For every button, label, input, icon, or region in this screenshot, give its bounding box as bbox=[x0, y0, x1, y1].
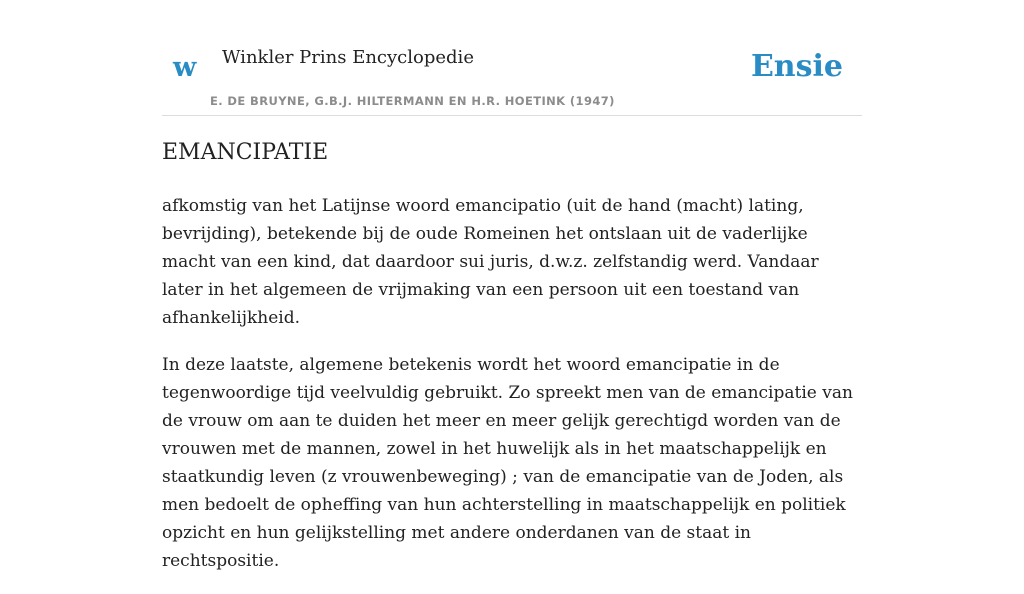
source-authors: E. DE BRUYNE, G.B.J. HILTERMANN EN H.R. HOETINK (1947) bbox=[210, 94, 615, 108]
ensie-logo[interactable]: Ensie bbox=[750, 49, 843, 84]
entry-paragraph: afkomstig van het Latijnse woord emancipatio (uit de hand (macht) lating, bevrijding), betekende bij de oude Romeinen het ontslaan uit de vaderlijke macht van een kind, dat daardoor sui juris, d.w.z. zelfstandig werd. Vandaar later in het algemeen de vrijmaking van een persoon uit een toestand van afhankelijkheid. bbox=[162, 196, 819, 328]
entry-paragraph: In deze laatste, algemene betekenis wordt het woord emancipatie in de tegenwoordige tijd veelvuldig gebruikt. Zo spreekt men van de emancipatie van de vrouw om aan te duiden het meer en meer gelijk gerechtigd worden van de vrouwen met de mannen, zowel in het huwelijk als in het maatschappelijk en staatkundig leven (z vrouwenbeweging) ; van de emancipatie van de Joden, als men bedoelt de opheffing van hun achterstelling in maatschappelijk en politiek opzicht en hun gelijkstelling met andere onderdanen van de staat in rechtspositie. bbox=[162, 355, 853, 571]
source-title-link[interactable]: Winkler Prins Encyclopedie bbox=[222, 47, 474, 68]
source-logo[interactable]: w bbox=[173, 52, 197, 83]
source-header bbox=[162, 40, 862, 116]
entry-title: EMANCIPATIE bbox=[162, 140, 329, 165]
entry-body bbox=[162, 192, 862, 594]
